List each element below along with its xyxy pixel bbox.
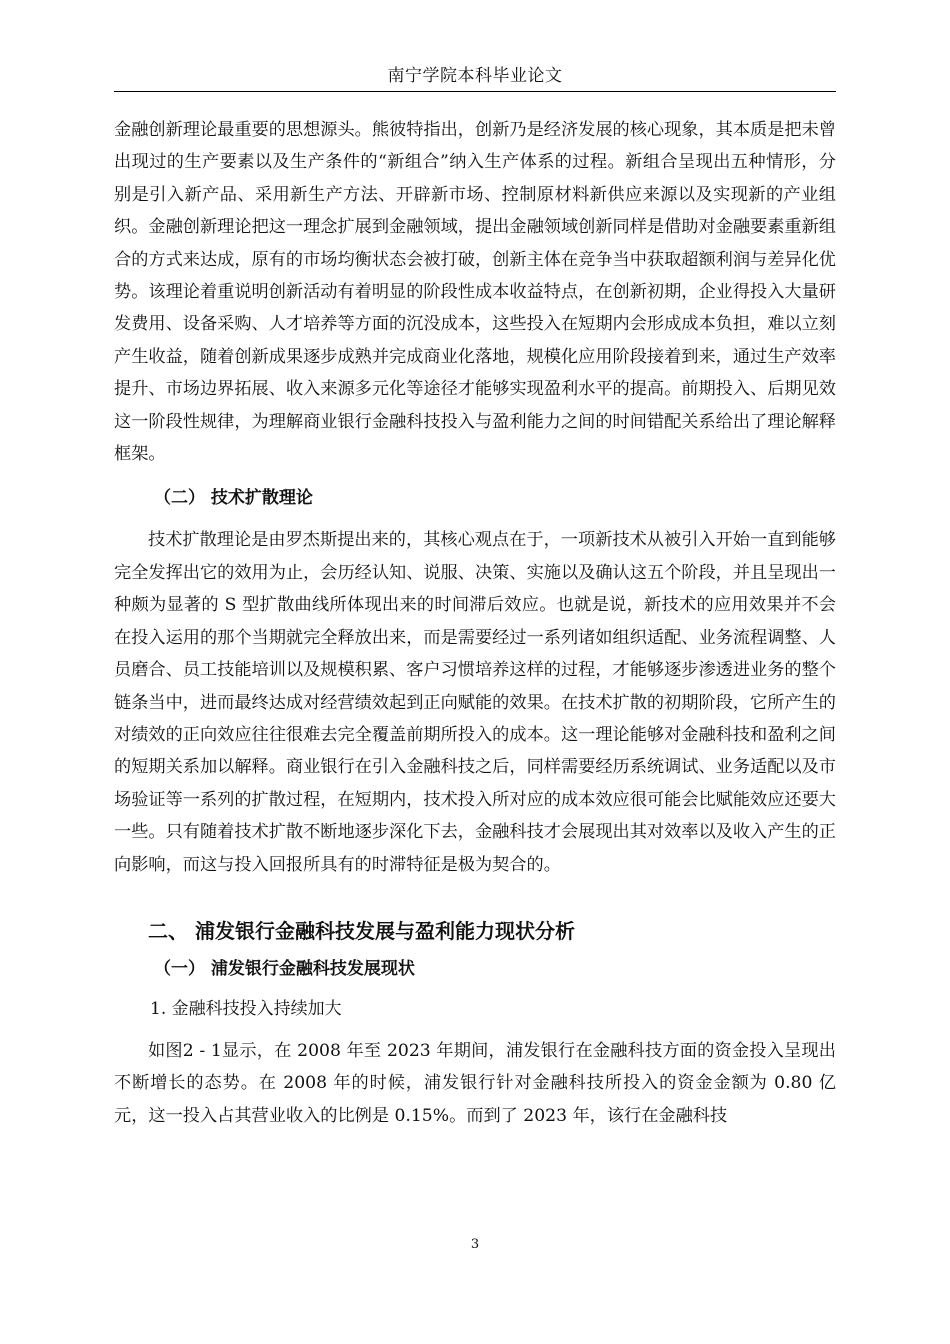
body-paragraph-3: 如图2 - 1显示，在 2008 年至 2023 年期间，浦发银行在金融科技方面的资金投入呈现出不断增长的态势。在 2008 年的时候，浦发银行针对金融科技所投入的资金金额为 0.80 亿元，这一投入占其营业收入的比例是 0.15%。而到了 2023 年，该行在金融科技 <box>114 1040 836 1126</box>
section-subheading-tech-diffusion: （二） 技术扩散理论 <box>154 488 313 509</box>
body-paragraph-1: 金融创新理论最重要的思想源头。熊彼特指出，创新乃是经济发展的核心现象，其本质是把未曾出现过的生产要素以及生产条件的“新组合”纳入生产体系的过程。新组合呈现出五种情形，分别是引入新产品、采用新生产方法、开辟新市场、控制原材料新供应来源以及实现新的产业组织。金融创新理论把这一理念扩展到金融领域，提出金融领域创新同样是借助对金融要素重新组合的方式来达成，原有的市场均衡状态会被打破，创新主体在竞争当中获取超额利润与差异化优势。该理论着重说明创新活动有着明显的阶段性成本收益特点，在创新初期，企业得投入大量研发费用、设备采购、人才培养等方面的沉没成本，这些投入在短期内会形成成本负担，难以立刻产生收益，随着创新成果逐步成熟并完成商业化落地，规模化应用阶段接着到来，通过生产效率提升、市场边界拓展、收入来源多元化等途径才能够实现盈利水平的提高。前期投入、后期见效这一阶段性规律，为理解商业银行金融科技投入与盈利能力之间的时间错配关系给出了理论解释框架。 <box>114 120 836 465</box>
page-number: 3 <box>470 1237 480 1252</box>
item-heading: 1. 金融科技投入持续加大 <box>150 998 342 1019</box>
chapter-heading: 二、 浦发银行金融科技发展与盈利能力现状分析 <box>148 918 575 943</box>
section-subheading-fintech-status: （一） 浦发银行金融科技发展现状 <box>154 958 415 979</box>
page-body <box>114 114 836 1132</box>
body-paragraph-2: 技术扩散理论是由罗杰斯提出来的，其核心观点在于，一项新技术从被引入开始一直到能够完全发挥出它的效用为止，会历经认知、说服、决策、实施以及确认这五个阶段，并且呈现出一种颇为显著的 S 型扩散曲线所体现出来的时间滞后效应。也就是说，新技术的应用效果并不会在投入运用的那个当期就完全释放出来，而是需要经过一系列诸如组织适配、业务流程调整、人员磨合、员工技能培训以及规模积累、客户习惯培养这样的过程，才能够逐步渗透进业务的整个链条当中，进而最终达成对经营绩效起到正向赋能的效果。在技术扩散的初期阶段，它所产生的对绩效的正向效应往往很难去完全覆盖前期所投入的成本。这一理论能够对金融科技和盈利之间的短期关系加以解释。商业银行在引入金融科技之后，同样需要经历系统调试、业务适配以及市场验证等一系列的扩散过程，在短期内，技术投入所对应的成本效应很可能会比赋能效应还要大一些。只有随着技术扩散不断地逐步深化下去，金融科技才会展现出其对效率以及收入产生的正向影响，而这与投入回报所具有的时滞特征是极为契合的。 <box>114 530 836 875</box>
running-header: 南宁学院本科毕业论文 <box>387 66 563 86</box>
header-divider <box>114 91 836 92</box>
